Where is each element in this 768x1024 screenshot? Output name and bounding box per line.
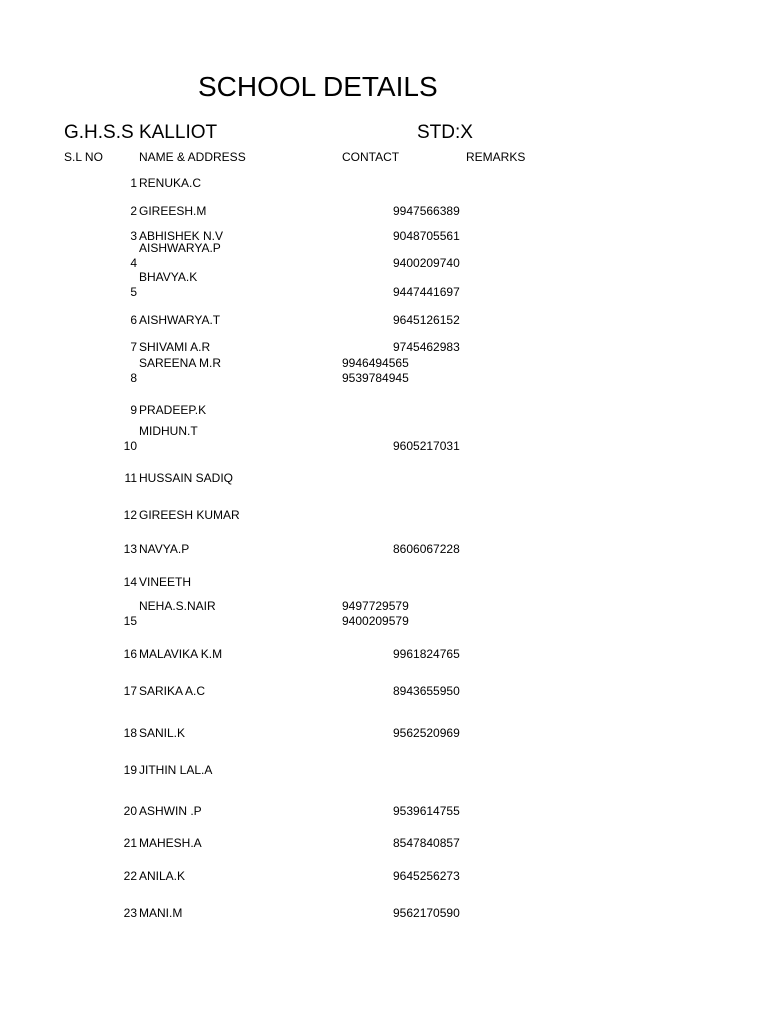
row-name: ABHISHEK N.V — [139, 229, 224, 243]
row-name: MIDHUN.T — [139, 424, 198, 438]
row-contact: 9947566389 — [393, 204, 460, 218]
row-sl-no: 13 — [123, 542, 137, 556]
row-contact: 9539784945 — [342, 371, 409, 385]
header-contact: CONTACT — [342, 150, 400, 164]
row-sl-no: 2 — [130, 204, 137, 218]
row-sl-no: 14 — [123, 575, 137, 589]
school-name: G.H.S.S KALLIOT — [64, 122, 218, 143]
row-contact: 9961824765 — [393, 647, 460, 661]
row-sl-no: 12 — [123, 508, 137, 522]
row-name: ASHWIN .P — [139, 804, 202, 818]
row-contact: 9645126152 — [393, 313, 460, 327]
row-name: NEHA.S.NAIR — [139, 599, 216, 613]
row-sl-no: 1 — [130, 176, 137, 190]
header-name-address: NAME & ADDRESS — [139, 150, 246, 164]
row-sl-no: 5 — [130, 285, 137, 299]
row-sl-no: 11 — [124, 471, 137, 485]
row-sl-no: 9 — [130, 403, 137, 417]
row-contact: 9497729579 — [342, 599, 409, 613]
row-name: PRADEEP.K — [139, 403, 207, 417]
row-sl-no: 17 — [123, 684, 137, 698]
row-contact: 9645256273 — [393, 869, 460, 883]
row-sl-no: 8 — [130, 371, 137, 385]
row-name: MANI.M — [139, 906, 183, 920]
row-contact: 9447441697 — [393, 285, 460, 299]
row-sl-no: 16 — [123, 647, 137, 661]
row-name: GIREESH KUMAR — [139, 508, 240, 522]
row-name: SARIKA A.C — [139, 684, 206, 698]
row-contact: 9400209579 — [342, 614, 409, 628]
row-sl-no: 20 — [123, 804, 137, 818]
row-sl-no: 21 — [123, 836, 137, 850]
row-contact: 8606067228 — [393, 542, 460, 556]
row-name: ANILA.K — [139, 869, 186, 883]
row-name: RENUKA.C — [139, 176, 202, 190]
row-name: MAHESH.A — [139, 836, 202, 850]
row-name: SHIVAMI A.R — [139, 340, 211, 354]
row-name: AISHWARYA.P — [139, 241, 221, 255]
header-sl-no: S.L NO — [64, 150, 103, 164]
header-remarks: REMARKS — [466, 150, 526, 164]
row-name: BHAVYA.K — [139, 270, 198, 284]
row-name: VINEETH — [139, 575, 192, 589]
row-sl-no: 19 — [123, 763, 137, 777]
row-sl-no: 10 — [123, 439, 137, 453]
row-sl-no: 15 — [123, 614, 137, 628]
row-sl-no: 4 — [130, 256, 137, 270]
row-contact: 9048705561 — [393, 229, 460, 243]
row-sl-no: 18 — [123, 726, 137, 740]
row-contact: 9562170590 — [393, 906, 460, 920]
row-name: AISHWARYA.T — [139, 313, 221, 327]
standard-label: STD:X — [417, 122, 473, 143]
page-title: SCHOOL DETAILS — [198, 71, 438, 102]
row-name: MALAVIKA K.M — [139, 647, 223, 661]
row-contact: 9400209740 — [393, 256, 460, 270]
row-contact: 9539614755 — [393, 804, 460, 818]
row-contact: 9562520969 — [393, 726, 460, 740]
row-sl-no: 6 — [130, 313, 137, 327]
row-sl-no: 22 — [123, 869, 137, 883]
row-name: GIREESH.M — [139, 204, 207, 218]
row-name: SANIL.K — [139, 726, 186, 740]
row-name: NAVYA.P — [139, 542, 190, 556]
row-contact: 8943655950 — [393, 684, 460, 698]
row-name: SAREENA M.R — [139, 356, 222, 370]
row-contact: 9605217031 — [393, 439, 460, 453]
row-sl-no: 3 — [130, 229, 137, 243]
row-contact: 9745462983 — [393, 340, 460, 354]
row-name: HUSSAIN SADIQ — [139, 471, 234, 485]
row-sl-no: 23 — [123, 906, 137, 920]
row-name: JITHIN LAL.A — [139, 763, 213, 777]
row-contact: 9946494565 — [342, 356, 409, 370]
row-contact: 8547840857 — [393, 836, 460, 850]
row-sl-no: 7 — [130, 340, 137, 354]
